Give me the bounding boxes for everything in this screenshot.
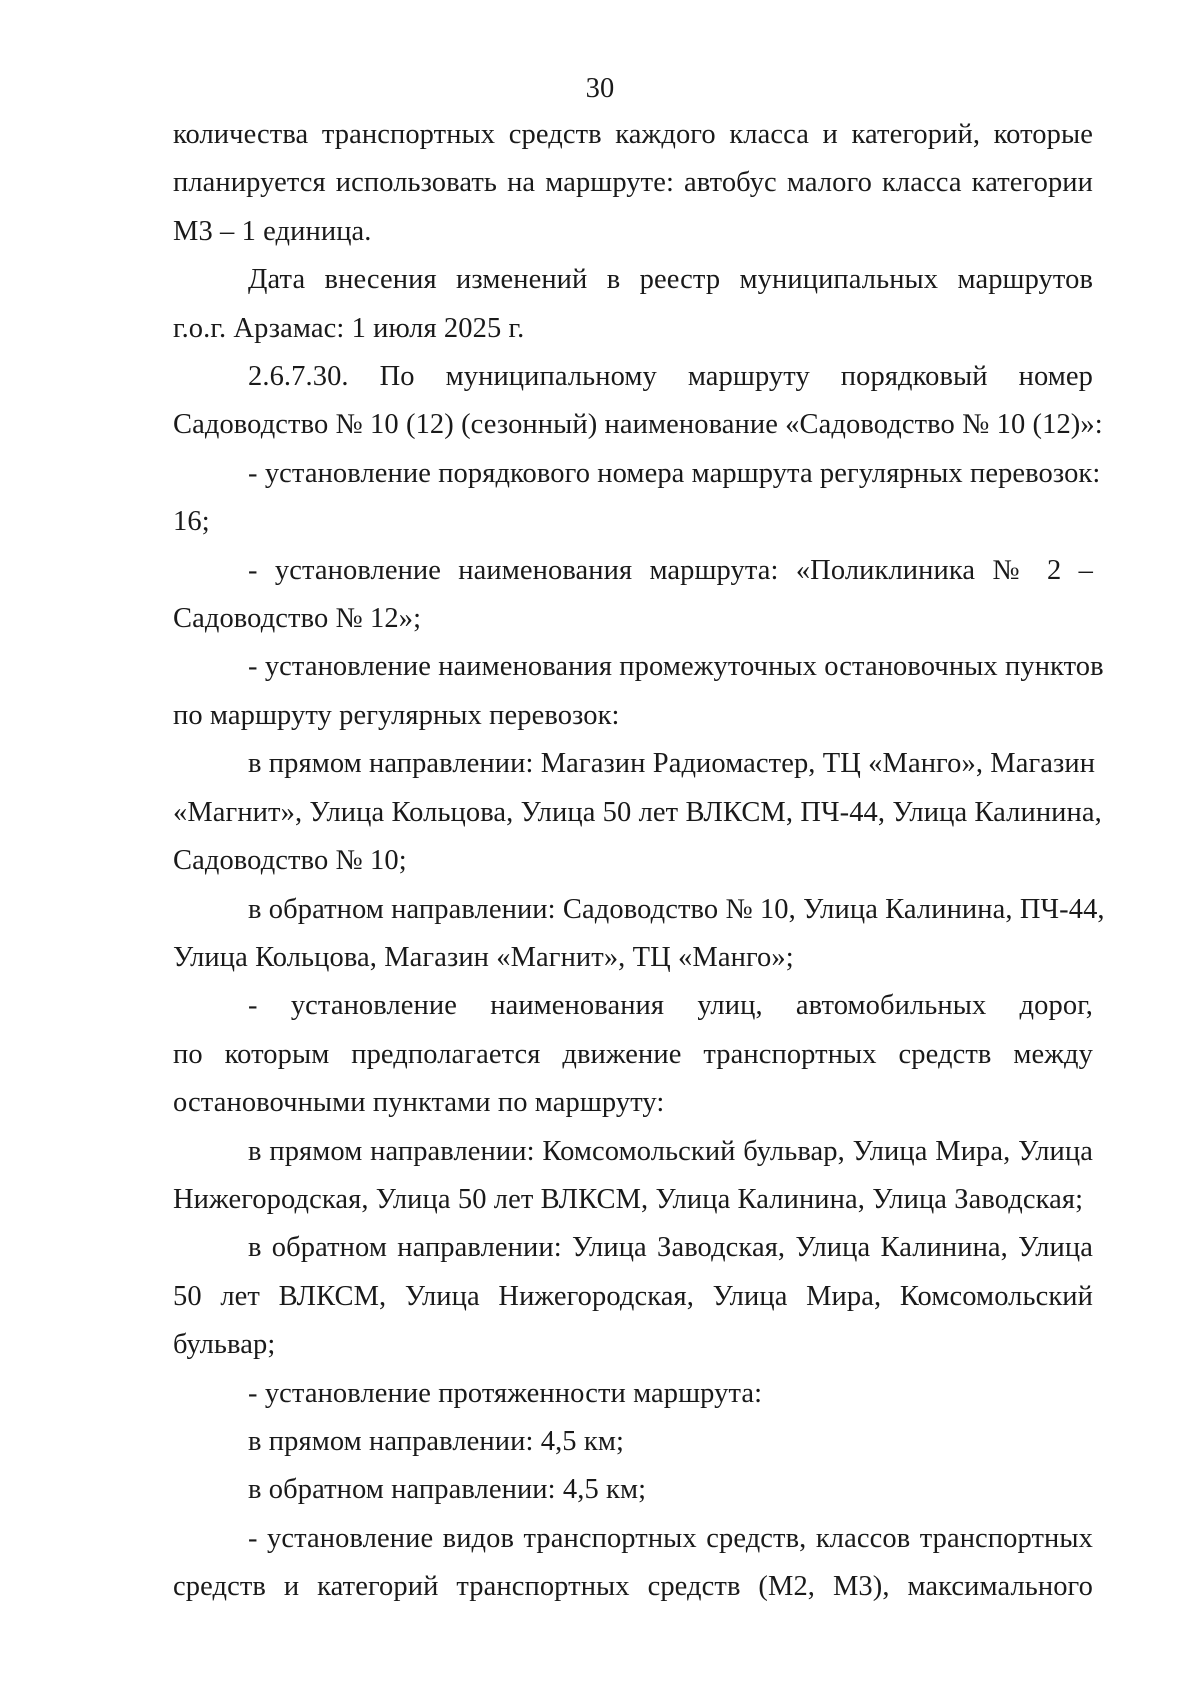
text-line: 16; [173, 506, 210, 538]
paragraph [173, 643, 1104, 740]
text-line: по которым предполагается движение транспортных средств между [173, 1038, 1093, 1070]
text-line: М3 – 1 единица. [173, 215, 372, 247]
paragraph [173, 1224, 1093, 1369]
document-body [173, 111, 1105, 1612]
text-line: - установление видов транспортных средств, классов транспортных [248, 1522, 1093, 1554]
paragraph [173, 982, 1093, 1127]
paragraph [173, 353, 1103, 450]
page-number: 30 [585, 73, 615, 104]
text-line: Садоводство № 10 (12) (сезонный) наименование «Садоводство № 10 (12)»: [173, 409, 1103, 441]
paragraph [173, 1370, 1093, 1418]
text-line: Дата внесения изменений в реестр муниципальных маршрутов [248, 264, 1093, 296]
paragraph [173, 886, 1105, 983]
text-line: - установление наименования улиц, автомобильных дорог, [248, 990, 1093, 1022]
text-line: 50 лет ВЛКСМ, Улица Нижегородская, Улица Мира, Комсомольский [173, 1280, 1093, 1312]
text-line: средств и категорий транспортных средств (М2, М3), максимального [173, 1571, 1093, 1603]
text-line: остановочными пунктами по маршруту: [173, 1087, 665, 1119]
text-line: Садоводство № 12»; [173, 603, 422, 635]
paragraph [173, 256, 1093, 353]
text-line: - установление наименования маршрута: «Поликлиника № 2 – [248, 554, 1093, 586]
paragraph [173, 1466, 1093, 1514]
paragraph [173, 450, 1101, 547]
paragraph [173, 1515, 1093, 1612]
text-line: 2.6.7.30. По муниципальному маршруту порядковый номер [248, 361, 1093, 393]
text-line: Садоводство № 10; [173, 845, 407, 877]
text-line: в обратном направлении: Улица Заводская, Улица Калинина, Улица [248, 1232, 1093, 1264]
text-line: Улица Кольцова, Магазин «Магнит», ТЦ «Манго»; [173, 941, 794, 973]
paragraph [173, 1128, 1093, 1225]
text-line: количества транспортных средств каждого класса и категорий, которые [173, 119, 1093, 150]
text-line: в прямом направлении: Магазин Радиомастер, ТЦ «Манго», Магазин [248, 748, 1096, 780]
text-line: бульвар; [173, 1329, 276, 1361]
text-line: по маршруту регулярных перевозок: [173, 699, 620, 731]
text-line: - установление протяженности маршрута: [248, 1377, 763, 1409]
text-line: в обратном направлении: Садоводство № 10, Улица Калинина, ПЧ-44, [248, 893, 1105, 925]
text-line: - установление порядкового номера маршрута регулярных перевозок: [248, 457, 1101, 489]
text-line: «Магнит», Улица Кольцова, Улица 50 лет ВЛКСМ, ПЧ-44, Улица Калинина, [173, 796, 1102, 828]
text-line: в обратном направлении: 4,5 км; [248, 1474, 647, 1506]
paragraph [173, 111, 1093, 256]
text-line: Нижегородская, Улица 50 лет ВЛКСМ, Улица Калинина, Улица Заводская; [173, 1183, 1084, 1215]
text-line: - установление наименования промежуточных остановочных пунктов [248, 651, 1104, 683]
paragraph [173, 740, 1102, 885]
text-line: в прямом направлении: 4,5 км; [248, 1425, 624, 1457]
paragraph [173, 547, 1093, 644]
paragraph [173, 1418, 1093, 1466]
text-line: г.о.г. Арзамас: 1 июля 2025 г. [173, 312, 525, 344]
text-line: планируется использовать на маршруте: автобус малого класса категории [173, 167, 1093, 199]
text-line: в прямом направлении: Комсомольский бульвар, Улица Мира, Улица [248, 1135, 1093, 1167]
